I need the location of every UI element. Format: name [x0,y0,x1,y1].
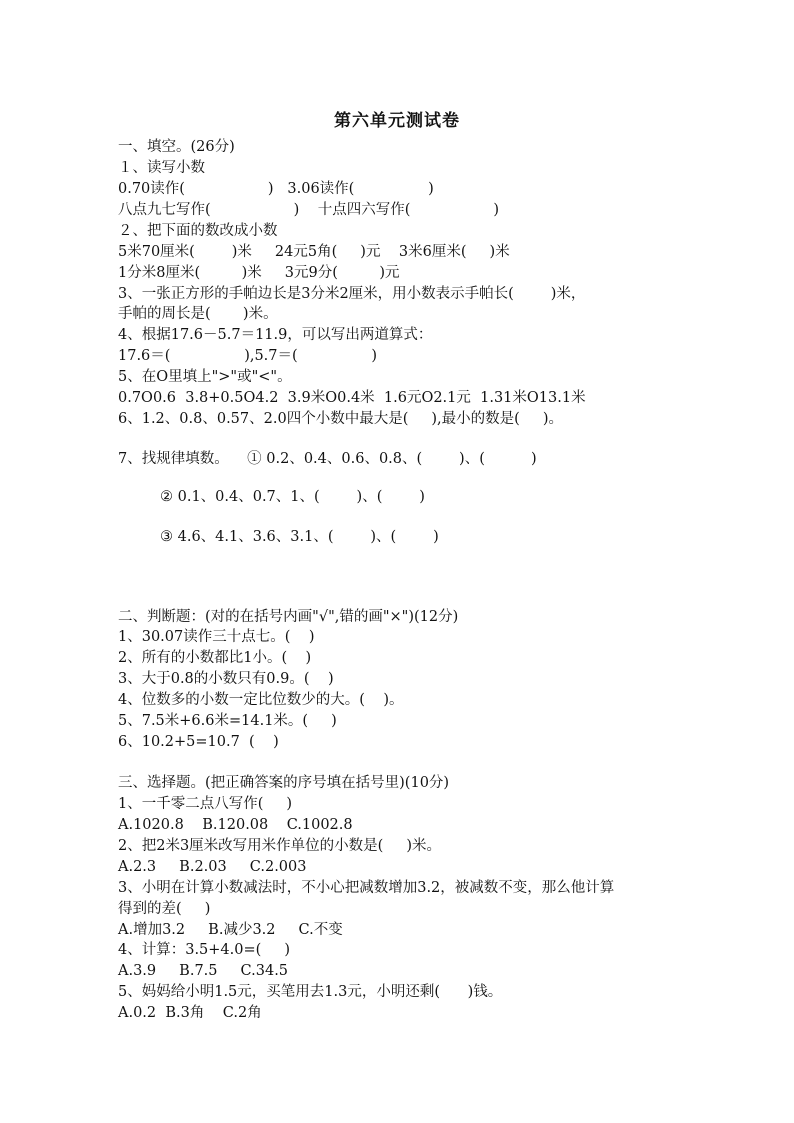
question-line: A.2.3 B.2.03 C.2.003 [118,859,307,875]
question-line: A.3.9 B.7.5 C.34.5 [118,963,289,979]
section-heading: 三、选择题。(把正确答案的序号填在括号里)(10分) [118,775,450,791]
question-line: １、读写小数 [118,160,205,176]
question-line: 4、位数多的小数一定比位数少的大。( )。 [118,692,404,708]
question-line: 2、把2米3厘米改写用米作单位的小数是( )米。 [118,838,442,854]
question-line: 3、大于0.8的小数只有0.9。( ) [118,671,334,687]
question-line: 5、妈妈给小明1.5元，买笔用去1.3元，小明还剩( )钱。 [118,984,503,1000]
question-line: 1、一千零二点八写作( ) [118,796,293,812]
question-line: 八点九七写作( ) 十点四六写作( ) [118,202,499,218]
question-line: A.0.2 B.3角 C.2角 [118,1005,262,1021]
question-line: 2、所有的小数都比1小。( ) [118,650,312,666]
question-line: 4、计算：3.5+4.0=( ) [118,942,291,958]
question-line: 5、在O里填上">"或"<"。 [118,369,292,385]
section-heading: 一、填空。(26分) [118,139,235,155]
question-line: ２、把下面的数改成小数 [118,223,278,239]
question-line: 17.6＝( ),5.7＝( ) [118,348,378,364]
question-line: 7、找规律填数。 ① 0.2、0.4、0.6、0.8、( )、( ) [118,451,537,467]
question-line: 手帕的周长是( )米。 [118,306,278,322]
question-line: 4、根据17.6－5.7＝11.9，可以写出两道算式： [118,327,433,343]
question-line: 3、一张正方形的手帕边长是3分米2厘米，用小数表示手帕长( )米， [118,286,586,302]
question-line: 5米70厘米( )米 24元5角( )元 3米6厘米( )米 [118,244,510,260]
question-line: 6、1.2、0.8、0.57、2.0四个小数中最大是( ),最小的数是( )。 [118,411,564,427]
question-line: 0.70读作( ) 3.06读作( ) [118,181,434,197]
question-line: 0.7O0.6 3.8+0.5O4.2 3.9米O0.4米 1.6元O2.1元 1.31米O13.1米 [118,390,586,406]
question-line: 1、30.07读作三十点七。( ) [118,629,315,645]
question-line: 得到的差( ) [118,901,211,917]
page-title: 第六单元测试卷 [334,111,460,131]
question-line: 6、10.2+5=10.7 ( ) [118,734,279,750]
question-line: 5、7.5米+6.6米=14.1米。( ) [118,713,337,729]
question-line: 3、小明在计算小数减法时，不小心把减数增加3.2，被减数不变，那么他计算 [118,880,615,896]
question-line: ③ 4.6、4.1、3.6、3.1、( )、( ) [160,529,439,545]
section-heading: 二、判断题：(对的在括号内画"√",错的画"×")(12分) [118,609,459,625]
question-line: A.1020.8 B.120.08 C.1002.8 [118,817,353,833]
question-line: A.增加3.2 B.减少3.2 C.不变 [118,922,343,938]
question-line: 1分米8厘米( )米 3元9分( )元 [118,265,400,281]
question-line: ② 0.1、0.4、0.7、1、( )、( ) [160,489,425,505]
